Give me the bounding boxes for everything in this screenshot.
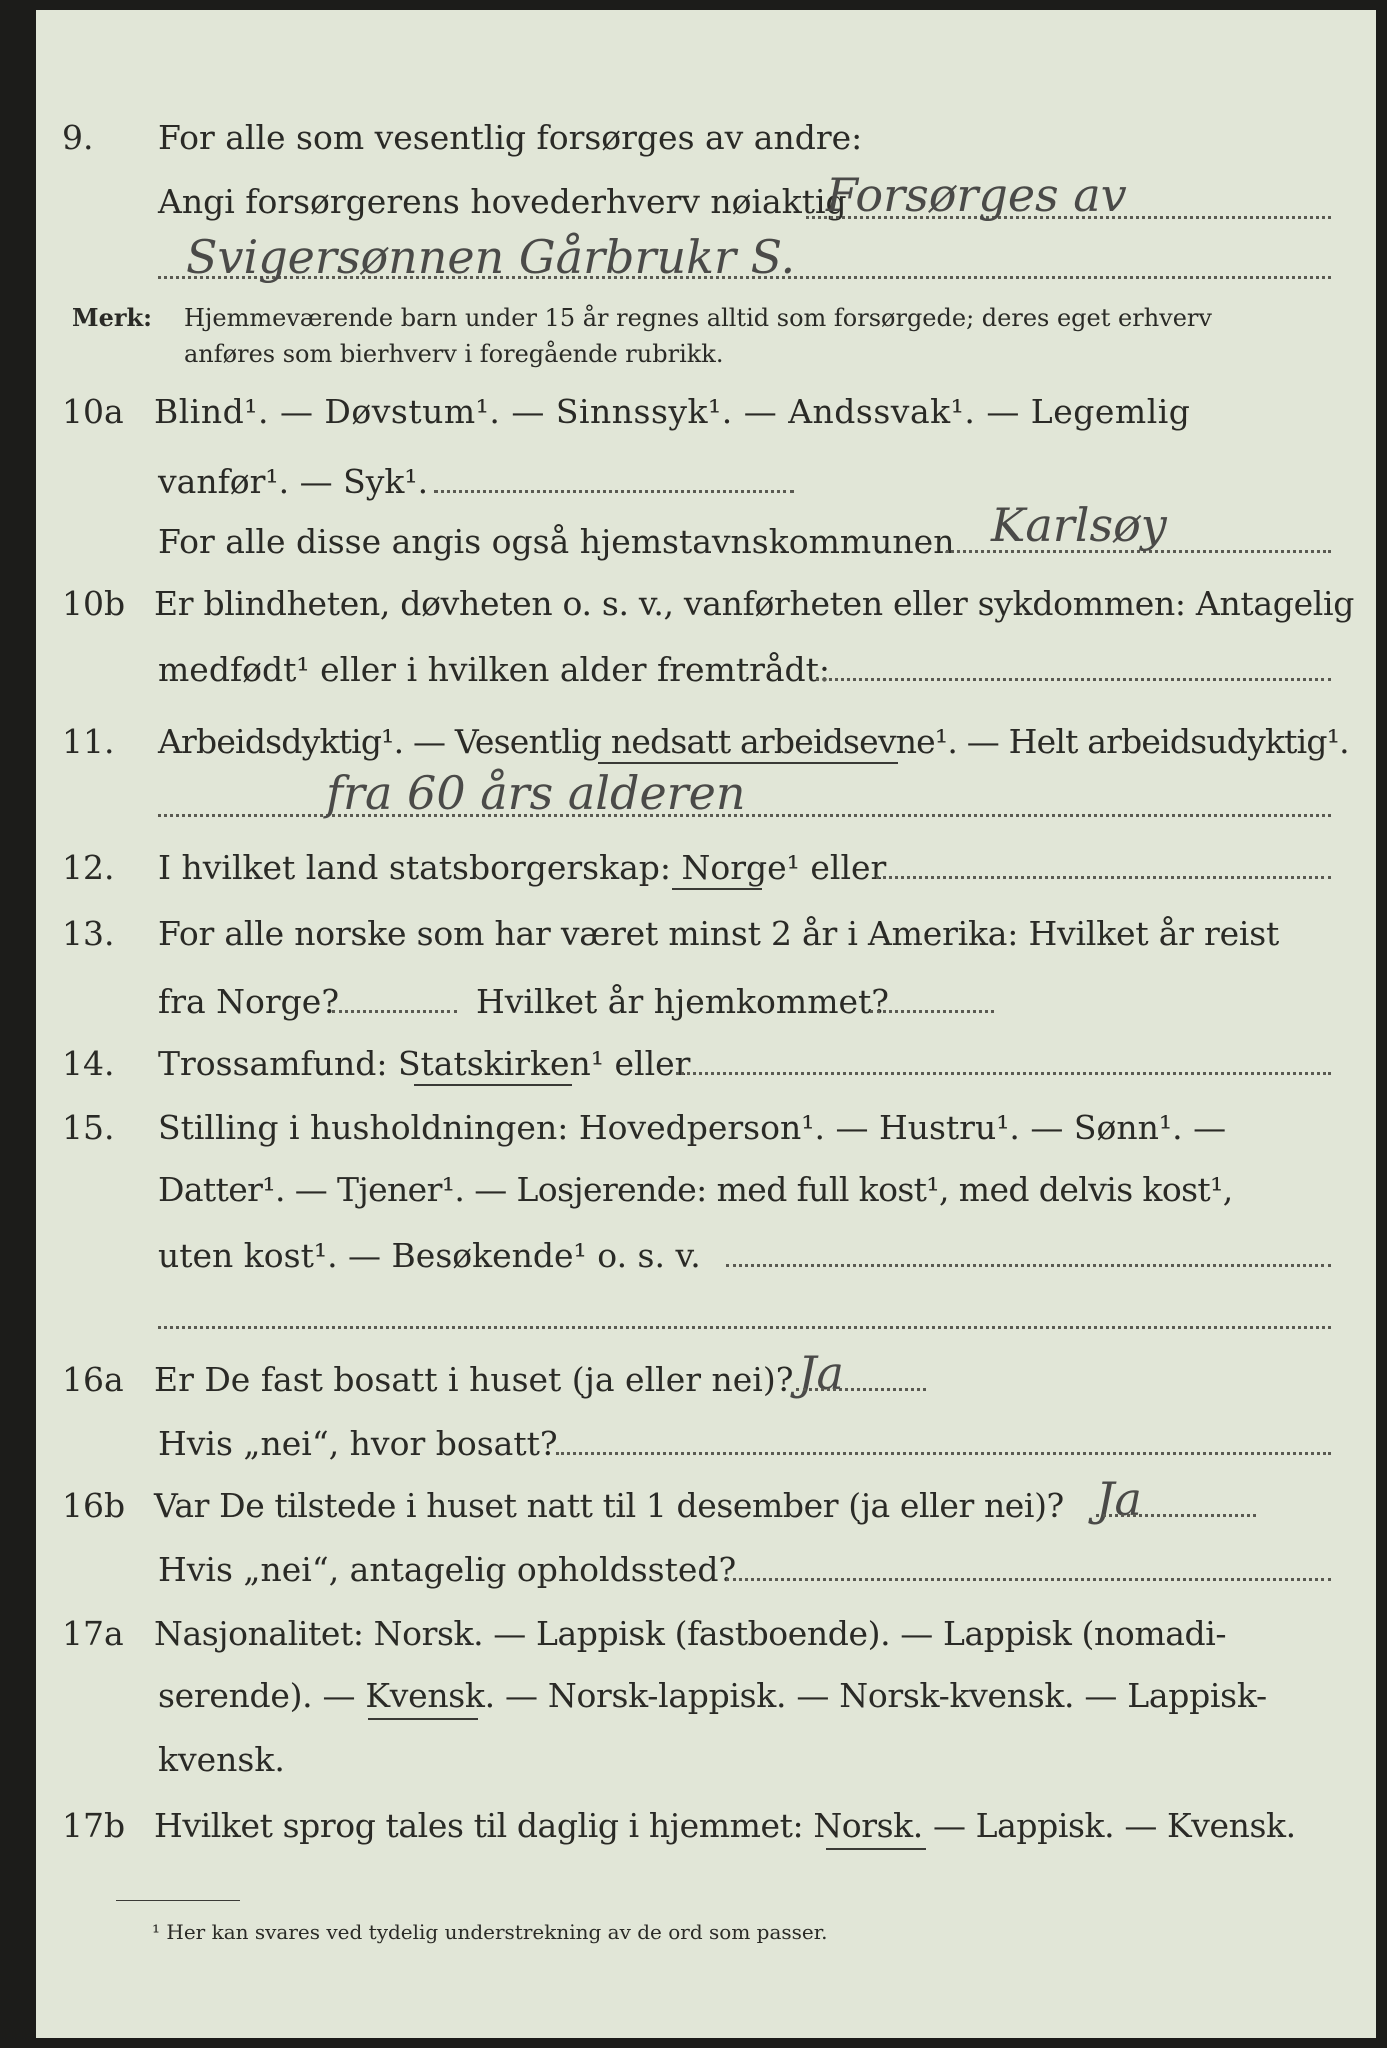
q10b-line2: medfødt¹ eller i hvilken alder fremtrådt: bbox=[158, 650, 831, 689]
q13-dotted-line-1 bbox=[332, 1010, 457, 1013]
q9-line1: For alle som vesentlig forsørges av andre: bbox=[158, 118, 863, 157]
footnote: ¹ Her kan svares ved tydelig understrekning av de ord som passer. bbox=[152, 1920, 828, 1944]
q12-line1: I hvilket land statsborgerskap: Norge¹ eller bbox=[158, 848, 887, 887]
q11-line1: Arbeidsdyktig¹. — Vesentlig nedsatt arbeidsevne¹. — Helt arbeidsudyktig¹. bbox=[158, 722, 1349, 761]
q14-dotted-line bbox=[676, 1072, 1331, 1075]
q10a-handwritten-answer: Karlsøy bbox=[991, 498, 1167, 552]
q10a-line1: Blind¹. — Døvstum¹. — Sinnssyk¹. — Andssvak¹. — Legemlig bbox=[154, 392, 1191, 431]
q11-underline-nedsatt bbox=[598, 762, 898, 764]
q13-line2a: fra Norge? bbox=[158, 982, 340, 1021]
merk-label: Merk: bbox=[72, 303, 152, 332]
q15-line2: Datter¹. — Tjener¹. — Losjerende: med full kost¹, med delvis kost¹, bbox=[158, 1170, 1233, 1209]
q17a-underline-kvensk bbox=[368, 1718, 478, 1720]
q10a-line3: For alle disse angis også hjemstavnskommunen bbox=[158, 522, 955, 561]
q16b-dotted-line-2 bbox=[726, 1578, 1331, 1581]
footnote-rule bbox=[116, 1900, 240, 1901]
q11-number: 11. bbox=[62, 722, 115, 761]
q16b-number: 16b bbox=[62, 1486, 126, 1525]
q14-line1: Trossamfund: Statskirken¹ eller bbox=[158, 1044, 691, 1083]
q9-handwritten-answer-2: Svigersønnen Gårbrukr S. bbox=[186, 230, 796, 284]
q17a-line3: kvensk. bbox=[158, 1740, 285, 1779]
q17a-line2: serende). — Kvensk. — Norsk-lappisk. — Norsk-kvensk. — Lappisk- bbox=[158, 1676, 1267, 1715]
q15-line1: Stilling i husholdningen: Hovedperson¹. — Hustru¹. — Sønn¹. — bbox=[158, 1108, 1227, 1147]
q9-number: 9. bbox=[62, 118, 94, 157]
q10a-dotted-line-1 bbox=[434, 490, 794, 493]
q13-number: 13. bbox=[62, 914, 115, 953]
merk-line1: Hjemmeværende barn under 15 år regnes alltid som forsørgede; deres eget erhverv bbox=[184, 304, 1212, 332]
q17b-line1: Hvilket sprog tales til daglig i hjemmet: Norsk. — Lappisk. — Kvensk. bbox=[154, 1806, 1296, 1845]
q11-handwritten-answer: fra 60 års alderen bbox=[326, 766, 746, 820]
q10b-dotted-line bbox=[816, 678, 1331, 681]
q15-number: 15. bbox=[62, 1108, 115, 1147]
q12-underline-norge bbox=[672, 888, 762, 890]
q16a-line2: Hvis „nei“, hvor bosatt? bbox=[158, 1424, 558, 1463]
q17a-number: 17a bbox=[62, 1614, 124, 1653]
merk-line2: anføres som bierhverv i foregående rubrikk. bbox=[184, 340, 724, 368]
q10b-line1: Er blindheten, døvheten o. s. v., vanførheten eller sykdommen: Antagelig bbox=[154, 584, 1355, 623]
q13-line1: For alle norske som har været minst 2 år i Amerika: Hvilket år reist bbox=[158, 914, 1280, 953]
q12-dotted-line bbox=[876, 876, 1331, 879]
q14-underline-statskirken bbox=[414, 1084, 572, 1086]
q10a-number: 10a bbox=[62, 392, 124, 431]
q16b-dotted-line-1 bbox=[1096, 1514, 1256, 1517]
q16a-line1: Er De fast bosatt i huset (ja eller nei)? bbox=[154, 1360, 794, 1399]
q14-number: 14. bbox=[62, 1044, 115, 1083]
q16a-dotted-line-2 bbox=[556, 1452, 1331, 1455]
q12-number: 12. bbox=[62, 848, 115, 887]
q9-handwritten-answer-1: Forsørges av bbox=[826, 168, 1127, 222]
q10b-number: 10b bbox=[62, 584, 126, 623]
q16b-handwritten-answer: Ja bbox=[1096, 1472, 1142, 1526]
q13-line2b: Hvilket år hjemkommet? bbox=[476, 982, 889, 1021]
q16a-number: 16a bbox=[62, 1360, 124, 1399]
q9-line2: Angi forsørgerens hovederhverv nøiaktig bbox=[158, 182, 847, 221]
q15-dotted-line-1 bbox=[726, 1264, 1331, 1267]
q17a-line1: Nasjonalitet: Norsk. — Lappisk (fastboende). — Lappisk (nomadi- bbox=[154, 1614, 1227, 1653]
q15-dotted-line-2 bbox=[158, 1326, 1331, 1329]
q13-dotted-line-2 bbox=[870, 1010, 994, 1013]
q16b-line1: Var De tilstede i huset natt til 1 desember (ja eller nei)? bbox=[154, 1486, 1064, 1525]
census-form-page bbox=[36, 10, 1376, 2038]
q17b-underline-norsk bbox=[826, 1848, 926, 1850]
q16a-handwritten-answer: Ja bbox=[798, 1346, 844, 1400]
q17b-number: 17b bbox=[62, 1806, 126, 1845]
q16b-line2: Hvis „nei“, antagelig opholdssted? bbox=[158, 1550, 737, 1589]
q10a-line2: vanfør¹. — Syk¹. bbox=[158, 462, 429, 501]
q15-line3: uten kost¹. — Besøkende¹ o. s. v. bbox=[158, 1236, 701, 1275]
q16a-dotted-line-1 bbox=[796, 1388, 926, 1391]
